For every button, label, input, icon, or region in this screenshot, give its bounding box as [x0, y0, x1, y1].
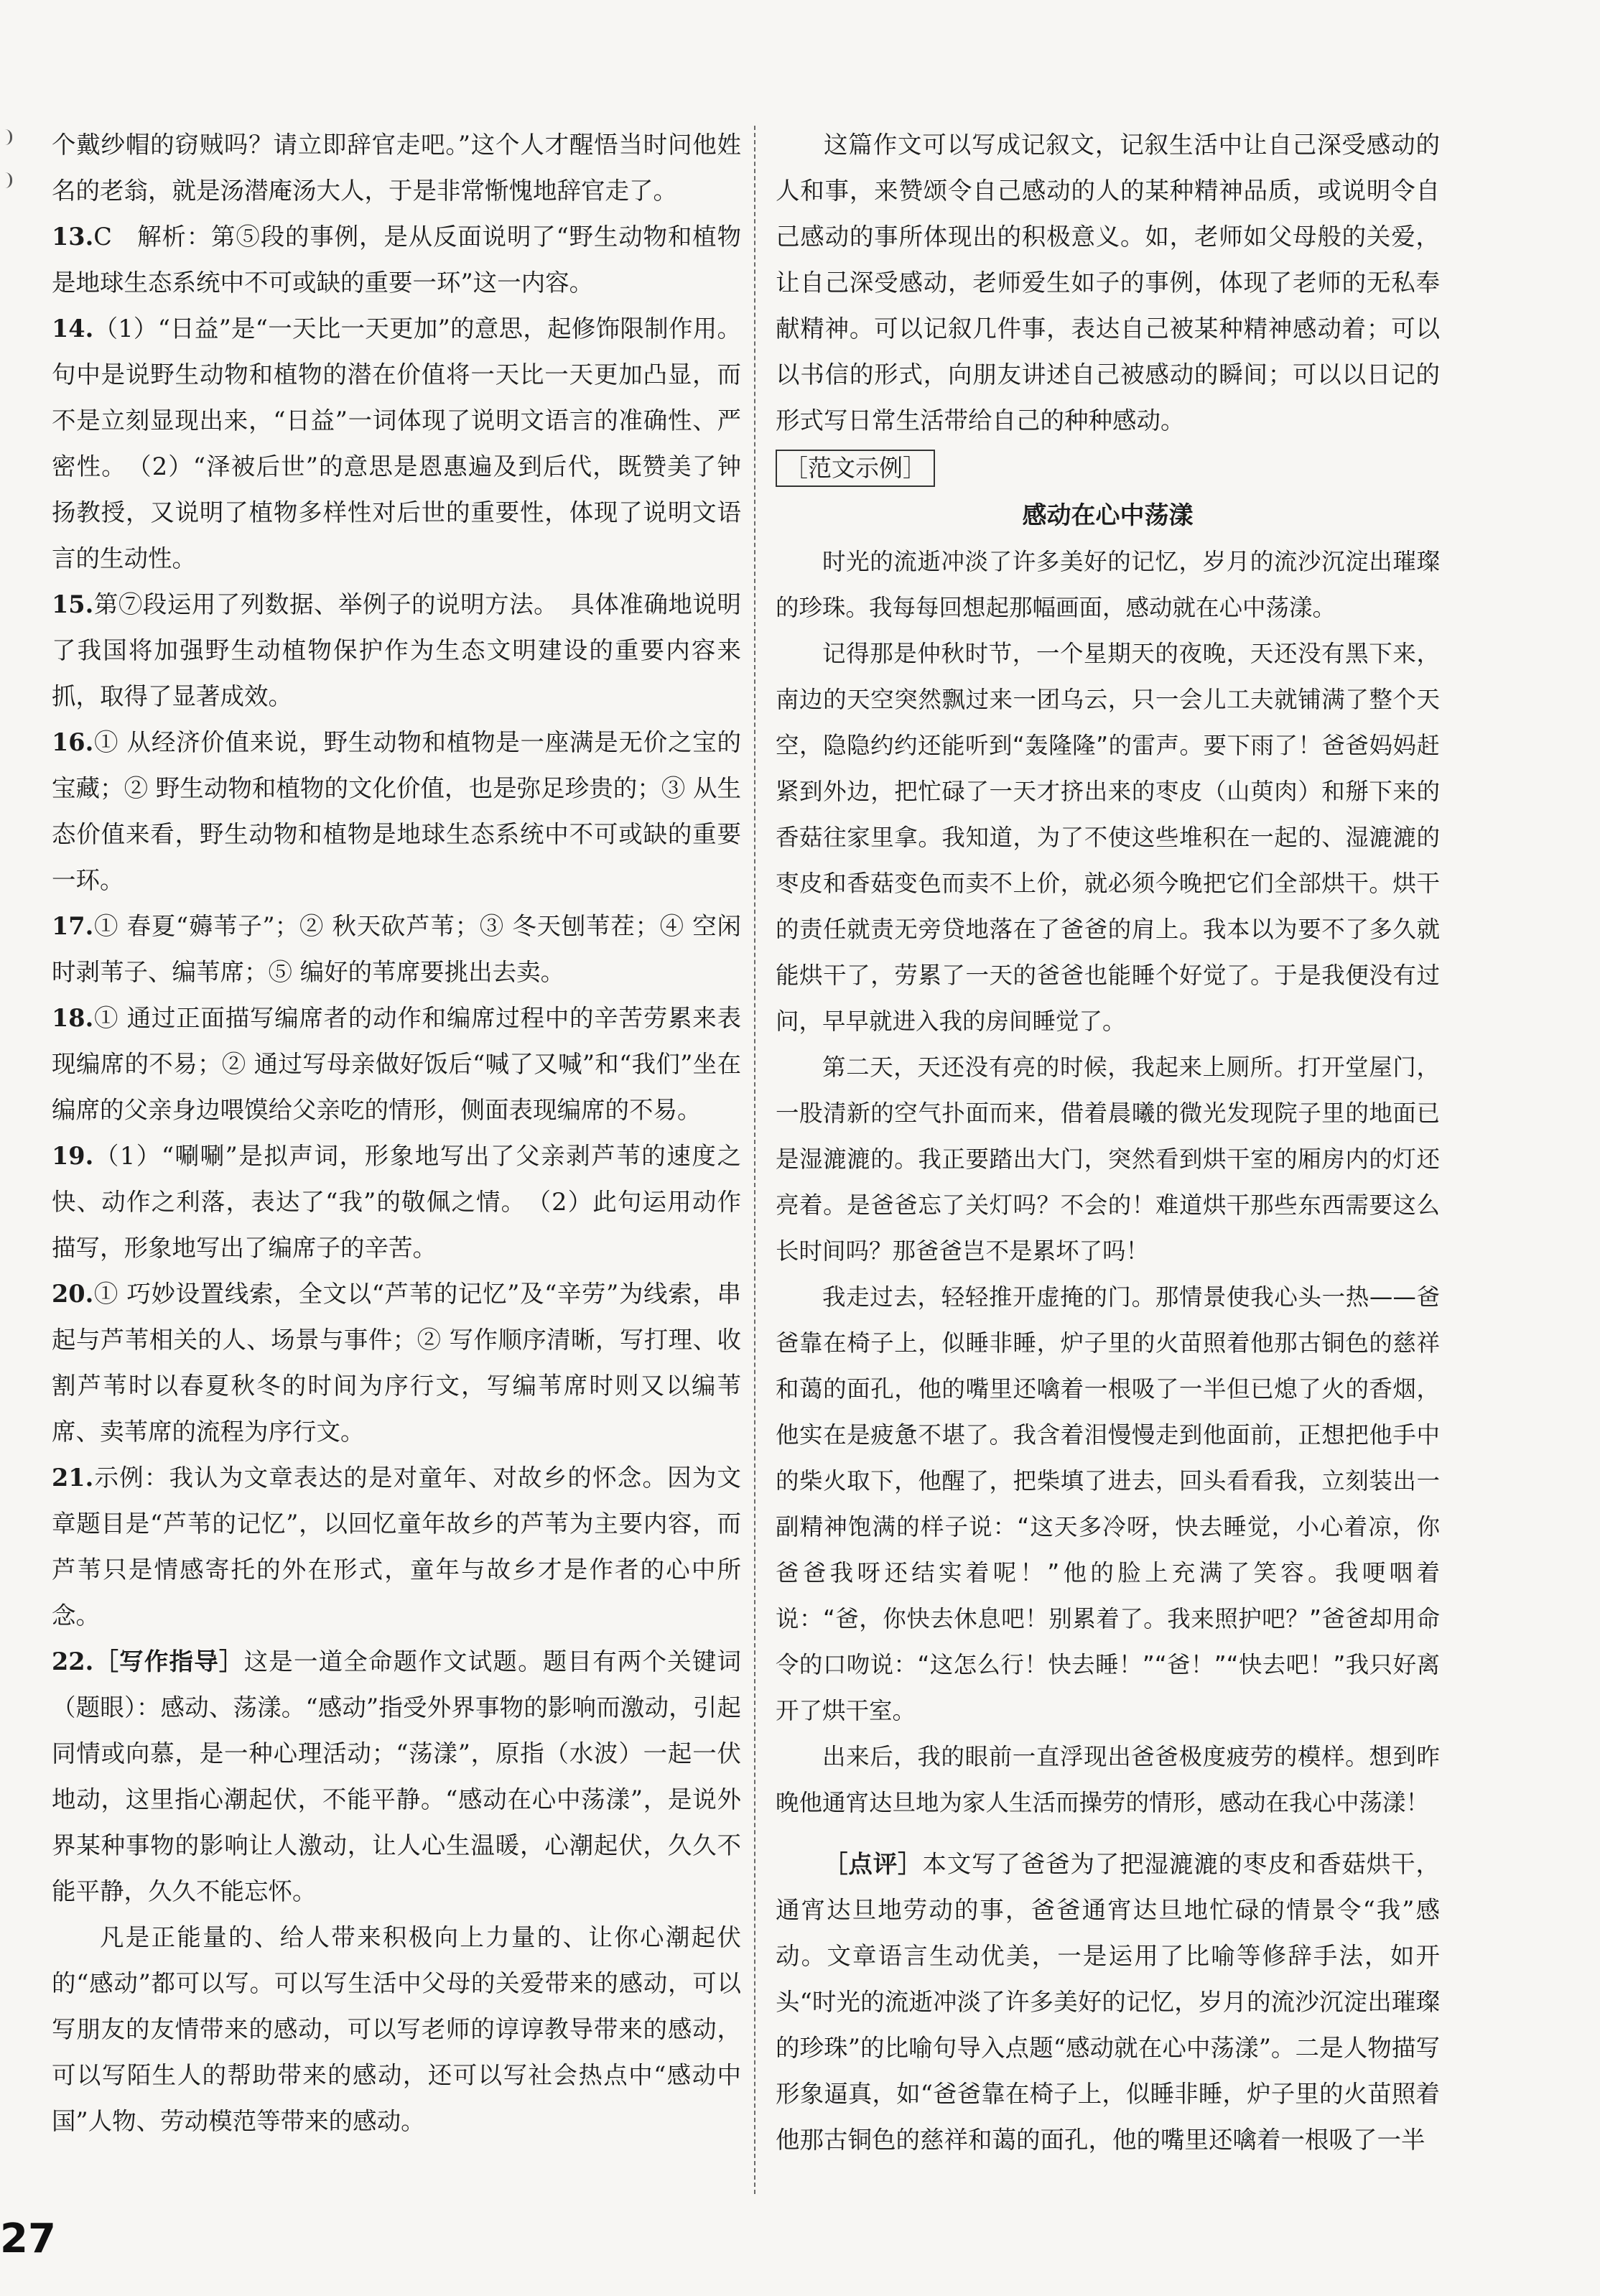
essay-paragraph: 第二天，天还没有亮的时候，我起来上厕所。打开堂屋门，一股清新的空气扑面而来，借着晨曦的微光发现院子里的地面已是湿漉漉的。我正要踏出大门，突然看到烘干室的厢房内的灯还亮着。是爸爸忘了关灯吗？不会的！难道烘干那些东西需要这么长时间吗？那爸爸岂不是累坏了吗！ — [776, 1054, 1440, 1265]
example-essay-label: ［范文示例］ — [776, 450, 935, 487]
answer-number: 17. — [52, 912, 94, 940]
comment-text: 本文写了爸爸为了把湿漉漉的枣皮和香菇烘干，通宵达旦地劳动的事，爸爸通宵达旦地忙碌的情景令“我”感动。文章语言生动优美，一是运用了比喻等修辞手法，如开头“时光的流逝冲淡了许多美好的记忆，岁月的流沙沉淀出璀璨的珍珠”的比喻句导入点题“感动就在心中荡漾”。二是人物描写形象逼真，如“爸爸靠在椅子上，似睡非睡，炉子里的火苗照着他那古铜色的慈祥和蔼的面孔，他的嘴里还噙着一根吸了一半 — [776, 1850, 1441, 2154]
answer-item — [52, 1271, 741, 1455]
essay-body — [776, 539, 1440, 1826]
answer-item — [52, 903, 741, 995]
binding-mark — [0, 129, 12, 145]
answer-number: 13. — [52, 223, 94, 251]
answer-list — [52, 214, 741, 1639]
answer-text: ① 春夏“薅苇子”；② 秋天砍芦苇；③ 冬天刨苇茬；④ 空闲时剥苇子、编苇席；⑤ 编好的苇席要挑出去卖。 — [52, 912, 741, 986]
continued-paragraph: 个戴纱帽的窃贼吗？请立即辞官走吧。”这个人才醒悟当时问他姓名的老翁，就是汤潜庵汤大人，于是非常惭愧地辞官走了。 — [52, 131, 741, 205]
answer-item — [52, 214, 741, 306]
binding-margin-marks — [0, 129, 17, 215]
writing-guide-intro: 这篇作文可以写成记叙文，记叙生活中让自己深受感动的人和事，来赞颂令自己感动的人的某种精神品质，或说明令自己感动的事所体现出的积极意义。如，老师如父母般的关爱，让自己深受感动，老师爱生如子的事例，体现了老师的无私奉献精神。可以记叙几件事，表达自己被某种精神感动着；可以以书信的形式，向朋友讲述自己被感动的瞬间；可以以日记的形式写日常生活带给自己的种种感动。 — [776, 131, 1440, 434]
answer-item — [52, 1133, 741, 1271]
essay-paragraph: 我走过去，轻轻推开虚掩的门。那情景使我心头一热——爸爸靠在椅子上，似睡非睡，炉子里的火苗照着他那古铜色的慈祥和蔼的面孔，他的嘴里还噙着一根吸了一半但已熄了火的香烟，他实在是疲惫不堪了。我含着泪慢慢走到他面前，正想把他手中的柴火取下，他醒了，把柴填了进去，回头看看我，立刻装出一副精神饱满的样子说：“这天多冷呀，快去睡觉，小心着凉，你爸爸我呀还结实着呢！”他的脸上充满了笑容。我哽咽着说：“爸，你快去休息吧！别累着了。我来照护吧？”爸爸却用命令的口吻说：“这怎么行！快去睡！”“爸！”“快去吧！”我只好离开了烘干室。 — [776, 1283, 1440, 1724]
answer-text: 第⑦段运用了列数据、举例子的说明方法。 具体准确地说明了我国将加强野生动植物保护作为生态文明建设的重要内容来抓，取得了显著成效。 — [52, 590, 741, 710]
essay-paragraph: 出来后，我的眼前一直浮现出爸爸极度疲劳的模样。想到昨晚他通宵达旦地为家人生活而操劳的情形，感动在我心中荡漾！ — [776, 1743, 1440, 1816]
binding-mark — [0, 172, 12, 188]
answer-item — [52, 306, 741, 582]
essay-paragraph: 时光的流逝冲淡了许多美好的记忆，岁月的流沙沉淀出璀璨的珍珠。我每每回想起那幅画面，感动就在心中荡漾。 — [776, 548, 1440, 621]
writing-guide-tag: ［写作指导］ — [93, 1647, 244, 1675]
answer-item-22 — [52, 1639, 741, 1915]
answer-item — [52, 720, 741, 903]
answer-number: 21. — [52, 1464, 94, 1492]
answer-text: ① 从经济价值来说，野生动物和植物是一座满是无价之宝的宝藏；② 野生动物和植物的文化价值，也是弥足珍贵的；③ 从生态价值来看，野生动物和植物是地球生态系统中不可或缺的重要一环。 — [52, 728, 741, 894]
answer-number: 20. — [52, 1280, 94, 1308]
answer-item — [52, 1455, 741, 1639]
answer-item — [52, 995, 741, 1133]
answer-text: 这是一道全命题作文试题。题目有两个关键词（题眼）：感动、荡漾。“感动”指受外界事物的影响而激动，引起同情或向慕，是一种心理活动；“荡漾”，原指（水波）一起一伏地动，这里指心潮起伏，不能平静。“感动在心中荡漾”，是说外界某种事物的影响让人激动，让人心生温暖，心潮起伏，久久不能平静，久久不能忘怀。 — [52, 1647, 742, 1905]
comment-tag: ［点评］ — [824, 1850, 923, 1878]
answer-item — [52, 582, 741, 720]
answer-text: C 解析：第⑤段的事例，是从反面说明了“野生动物和植物是地球生态系统中不可或缺的重要一环”这一内容。 — [52, 223, 741, 297]
answer-number: 19. — [52, 1142, 94, 1170]
column-divider — [754, 126, 755, 2194]
answer-number: 15. — [52, 590, 94, 618]
answer-text: （1）“唰唰”是拟声词，形象地写出了父亲剥芦苇的速度之快、动作之利落，表达了“我”的敬佩之情。 （2）此句运用动作描写，形象地写出了编席子的辛苦。 — [52, 1142, 741, 1262]
answer-text: 示例：我认为文章表达的是对童年、对故乡的怀念。因为文章题目是“芦苇的记忆”，以回忆童年故乡的芦苇为主要内容，而芦苇只是情感寄托的外在形式，童年与故乡才是作者的心中所念。 — [52, 1464, 741, 1630]
page-number: 27 — [0, 2216, 56, 2262]
writing-guide-paragraph: 凡是正能量的、给人带来积极向上力量的、让你心潮起伏的“感动”都可以写。可以写生活中父母的关爱带来的感动，可以写朋友的友情带来的感动，可以写老师的谆谆教导带来的感动，可以写陌生人的帮助带来的感动，还可以写社会热点中“感动中国”人物、劳动模范等带来的感动。 — [52, 1923, 741, 2135]
comment-paragraph — [776, 1841, 1440, 2163]
left-column — [52, 122, 741, 2144]
right-column — [776, 122, 1440, 2163]
answer-number: 22. — [52, 1647, 94, 1675]
essay-paragraph: 记得那是仲秋时节，一个星期天的夜晚，天还没有黑下来，南边的天空突然飘过来一团乌云，只一会儿工夫就铺满了整个天空，隐隐约约还能听到“轰隆隆”的雷声。要下雨了！爸爸妈妈赶紧到外边，把忙碌了一天才挤出来的枣皮（山萸肉）和掰下来的香菇往家里拿。我知道，为了不使这些堆积在一起的、湿漉漉的枣皮和香菇变色而卖不上价，就必须今晚把它们全部烘干。烘干的责任就责无旁贷地落在了爸爸的肩上。我本以为要不了多久就能烘干了，劳累了一天的爸爸也能睡个好觉了。于是我便没有过问，早早就进入我的房间睡觉了。 — [776, 640, 1440, 1035]
answer-text: ① 通过正面描写编席者的动作和编席过程中的辛苦劳累来表现编席的不易；② 通过写母亲做好饭后“喊了又喊”和“我们”坐在编席的父亲身边喂馍给父亲吃的情形，侧面表现编席的不易。 — [52, 1004, 741, 1124]
essay-title: 感动在心中荡漾 — [1022, 501, 1194, 530]
answer-text: （1）“日益”是“一天比一天更加”的意思，起修饰限制作用。句中是说野生动物和植物的潜在价值将一天比一天更加凸显，而不是立刻显现出来，“日益”一词体现了说明文语言的准确性、严密性。 （2）“泽被后世”的意思是恩惠遍及到后代，既赞美了钟扬教授，又说明了植物多样性对后世的重要性，体现了说明文语言的生动性。 — [52, 315, 741, 572]
answer-number: 14. — [52, 315, 94, 343]
answer-number: 16. — [52, 728, 94, 756]
answer-text: ① 巧妙设置线索，全文以“芦苇的记忆”及“辛劳”为线索，串起与芦苇相关的人、场景与事件；② 写作顺序清晰，写打理、收割芦苇时以春夏秋冬的时间为序行文，写编苇席时则又以编苇席、卖苇席的流程为序行文。 — [52, 1280, 741, 1446]
answer-number: 18. — [52, 1004, 94, 1032]
